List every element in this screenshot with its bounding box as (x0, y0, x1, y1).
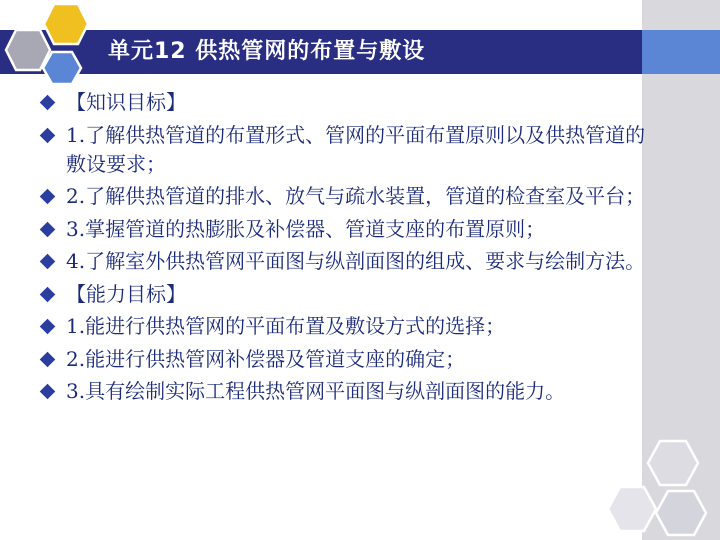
list-item (40, 215, 660, 244)
hexagon-logo-icon (0, 0, 100, 95)
diamond-bullet-icon (40, 384, 56, 400)
list-item (40, 345, 660, 374)
list-item (40, 247, 660, 276)
hexagon-gray-icon (6, 30, 50, 70)
hexagon-gold-icon (44, 4, 88, 44)
diamond-bullet-icon (40, 286, 56, 302)
list-item (40, 182, 660, 211)
slide-title: 单元12 供热管网的布置与敷设 (108, 39, 426, 64)
list-item-text: 【能力目标】 (66, 281, 186, 306)
list-item-text: 4.了解室外供热管网平面图与纵剖面图的组成、要求与绘制方法。 (66, 249, 646, 273)
diamond-bullet-icon (40, 254, 56, 270)
list-item (40, 280, 660, 309)
diamond-bullet-icon (40, 189, 56, 205)
list-item-text: 2.能进行供热管网补偿器及管道支座的确定； (66, 346, 466, 371)
list-item-text: 3.具有绘制实际工程供热管网平面图与纵剖面图的能力。 (66, 379, 566, 403)
list-item-text: 1.能进行供热管网的平面布置及敷设方式的选择； (66, 314, 506, 338)
diamond-bullet-icon (40, 319, 56, 335)
hexagon-decoration-icon (600, 435, 720, 540)
list-item-text: 1.了解供热管道的布置形式、管网的平面布置原则以及供热管道的敷设要求； (66, 122, 646, 176)
bullet-list (40, 88, 660, 410)
diamond-bullet-icon (40, 127, 56, 143)
title-bar-accent (642, 30, 720, 74)
diamond-bullet-icon (40, 95, 56, 111)
list-item-text: 3.掌握管道的热膨胀及补偿器、管道支座的布置原则； (66, 216, 546, 241)
hexagon-blue-icon (43, 52, 81, 84)
list-item-text: 【知识目标】 (66, 90, 186, 114)
list-item (40, 88, 660, 117)
list-item (40, 312, 660, 341)
list-item (40, 121, 660, 179)
diamond-bullet-icon (40, 351, 56, 367)
list-item-text: 2.了解供热管道的排水、放气与疏水装置，管道的检查室及平台； (66, 184, 646, 208)
list-item (40, 377, 660, 406)
diamond-bullet-icon (40, 221, 56, 237)
